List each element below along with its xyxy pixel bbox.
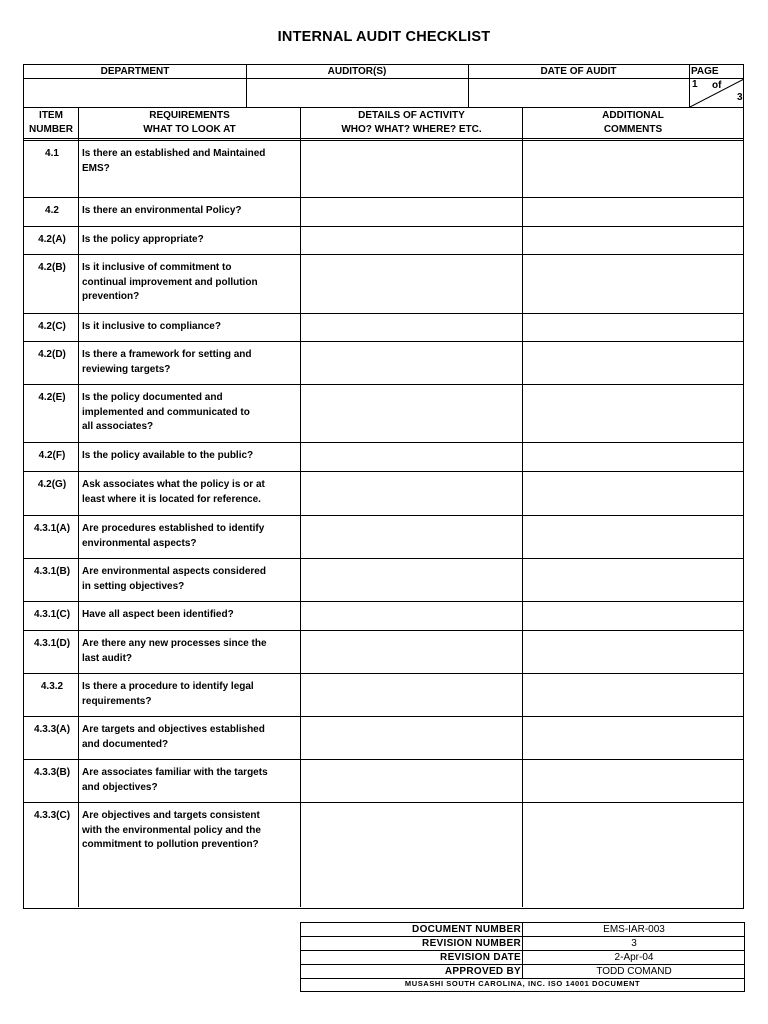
table-row bbox=[24, 314, 743, 342]
item-number: 4.2(D) bbox=[38, 349, 66, 360]
column-header-details-line2: WHO? WHAT? WHERE? ETC. bbox=[341, 124, 482, 135]
item-number: 4.2(E) bbox=[38, 392, 66, 403]
item-number: 4.3.3(C) bbox=[33, 810, 71, 821]
department-label: DEPARTMENT bbox=[100, 66, 170, 77]
item-number: 4.3.2 bbox=[40, 681, 64, 692]
comments-cell[interactable] bbox=[523, 141, 743, 197]
column-header-item-line2: NUMBER bbox=[29, 124, 73, 135]
details-cell[interactable] bbox=[301, 314, 522, 341]
column-header-details-line1: DETAILS OF ACTIVITY bbox=[358, 110, 465, 121]
comments-cell[interactable] bbox=[523, 631, 743, 673]
table-row bbox=[24, 443, 743, 472]
table-row bbox=[24, 559, 743, 602]
details-cell[interactable] bbox=[301, 516, 522, 558]
revision-number-value: 3 bbox=[631, 938, 637, 949]
item-number: 4.2(F) bbox=[38, 450, 66, 461]
date-of-audit-field[interactable] bbox=[469, 79, 689, 107]
column-header-details bbox=[301, 108, 522, 139]
audit-header bbox=[23, 64, 744, 108]
table-row bbox=[24, 717, 743, 760]
approved-by-value: TODD COMAND bbox=[596, 966, 672, 977]
details-cell[interactable] bbox=[301, 385, 522, 442]
table-row bbox=[24, 472, 743, 516]
details-cell[interactable] bbox=[301, 760, 522, 802]
details-cell[interactable] bbox=[301, 717, 522, 759]
comments-cell[interactable] bbox=[523, 760, 743, 802]
details-cell[interactable] bbox=[301, 342, 522, 384]
details-cell[interactable] bbox=[301, 559, 522, 601]
requirement-text: Is the policy appropriate? bbox=[82, 234, 204, 245]
page-total: 3 bbox=[737, 92, 743, 103]
table-row bbox=[24, 516, 743, 559]
comments-cell[interactable] bbox=[523, 674, 743, 716]
details-cell[interactable] bbox=[301, 602, 522, 630]
auditor-label: AUDITOR(S) bbox=[327, 66, 387, 77]
table-row bbox=[24, 631, 743, 674]
requirement-text: Have all aspect been identified? bbox=[82, 609, 234, 620]
doc-number-value: EMS-IAR-003 bbox=[603, 924, 665, 935]
table-row bbox=[24, 141, 743, 198]
table-row bbox=[24, 602, 743, 631]
requirement-text: Are procedures established to identify environmental aspects? bbox=[82, 523, 265, 549]
comments-cell[interactable] bbox=[523, 227, 743, 254]
page-label: PAGE bbox=[691, 66, 719, 77]
requirement-text: Are environmental aspects considered in setting objectives? bbox=[82, 566, 266, 592]
item-number: 4.3.3(B) bbox=[33, 767, 71, 778]
table-row bbox=[24, 760, 743, 803]
requirement-text: Is there an established and Maintained EMS? bbox=[82, 148, 266, 174]
details-cell[interactable] bbox=[301, 803, 522, 905]
table-row bbox=[24, 342, 743, 385]
item-number: 4.1 bbox=[45, 148, 59, 159]
requirement-text: Is the policy available to the public? bbox=[82, 450, 254, 461]
department-field[interactable] bbox=[24, 79, 246, 107]
checklist-table bbox=[23, 108, 744, 909]
requirement-text: Is the policy documented and implemented and communicated to all associates? bbox=[82, 392, 250, 432]
requirement-text: Are objectives and targets consistent with the environmental policy and the commitment to pollution prevention? bbox=[82, 810, 261, 850]
table-row bbox=[24, 803, 743, 906]
comments-cell[interactable] bbox=[523, 559, 743, 601]
comments-cell[interactable] bbox=[523, 385, 743, 442]
auditor-field[interactable] bbox=[247, 79, 468, 107]
table-row bbox=[24, 255, 743, 314]
requirement-text: Are targets and objectives established and documented? bbox=[82, 724, 265, 750]
table-row bbox=[24, 227, 743, 255]
revision-date-label: REVISION DATE bbox=[440, 952, 521, 963]
comments-cell[interactable] bbox=[523, 443, 743, 471]
column-header-requirements-line1: REQUIREMENTS bbox=[149, 110, 230, 121]
requirement-text: Is it inclusive of commitment to continual improvement and pollution prevention? bbox=[82, 262, 258, 302]
table-row bbox=[24, 385, 743, 443]
page-title: INTERNAL AUDIT CHECKLIST bbox=[277, 29, 491, 45]
page-of: of bbox=[712, 80, 722, 91]
requirement-text: Ask associates what the policy is or at least where it is located for reference. bbox=[82, 479, 265, 505]
revision-date-value: 2-Apr-04 bbox=[614, 952, 654, 963]
details-cell[interactable] bbox=[301, 443, 522, 471]
details-cell[interactable] bbox=[301, 198, 522, 226]
comments-cell[interactable] bbox=[523, 516, 743, 558]
item-number: 4.3.1(A) bbox=[33, 523, 71, 534]
item-number: 4.2(C) bbox=[38, 321, 66, 332]
requirement-text: Is there an environmental Policy? bbox=[82, 205, 242, 216]
table-row bbox=[24, 674, 743, 717]
approved-by-label: APPROVED BY bbox=[444, 966, 521, 977]
details-cell[interactable] bbox=[301, 255, 522, 313]
comments-cell[interactable] bbox=[523, 342, 743, 384]
page-current: 1 bbox=[692, 79, 698, 90]
doc-number-label: DOCUMENT NUMBER bbox=[412, 924, 521, 935]
date-of-audit-label: DATE OF AUDIT bbox=[540, 66, 617, 77]
column-header-item bbox=[24, 108, 78, 139]
column-header-item-line1: ITEM bbox=[39, 110, 63, 121]
item-number: 4.2(G) bbox=[37, 479, 67, 490]
column-header-comments bbox=[523, 108, 743, 139]
document-footer: MUSASHI SOUTH CAROLINA, INC. ISO 14001 DOCUMENT bbox=[404, 979, 641, 988]
details-cell[interactable] bbox=[301, 141, 522, 197]
document-control-block bbox=[300, 922, 745, 992]
doc-number-row bbox=[301, 923, 744, 937]
requirement-text: Is there a procedure to identify legal requirements? bbox=[82, 681, 254, 707]
revision-number-row bbox=[301, 937, 744, 951]
revision-date-row bbox=[301, 951, 744, 965]
approved-by-row bbox=[301, 965, 744, 979]
column-header-requirements-line2: WHAT TO LOOK AT bbox=[143, 124, 236, 135]
item-number: 4.2(A) bbox=[38, 234, 66, 245]
details-cell[interactable] bbox=[301, 472, 522, 515]
column-header-comments-line1: ADDITIONAL bbox=[602, 110, 664, 121]
comments-cell[interactable] bbox=[523, 472, 743, 515]
item-number: 4.2 bbox=[45, 205, 59, 216]
comments-cell[interactable] bbox=[523, 198, 743, 226]
details-cell[interactable] bbox=[301, 631, 522, 673]
requirement-text: Is it inclusive to compliance? bbox=[82, 321, 221, 332]
requirement-text: Are associates familiar with the targets and objectives? bbox=[82, 767, 268, 793]
item-number: 4.3.1(C) bbox=[33, 609, 71, 620]
table-row bbox=[24, 198, 743, 227]
comments-cell[interactable] bbox=[523, 717, 743, 759]
item-number: 4.3.1(B) bbox=[33, 566, 71, 577]
details-cell[interactable] bbox=[301, 674, 522, 716]
column-header-requirements bbox=[79, 108, 300, 139]
details-cell[interactable] bbox=[301, 227, 522, 254]
requirement-text: Is there a framework for setting and reviewing targets? bbox=[82, 349, 252, 375]
item-number: 4.3.1(D) bbox=[33, 638, 71, 649]
comments-cell[interactable] bbox=[523, 314, 743, 341]
column-header-comments-line2: COMMENTS bbox=[603, 124, 663, 135]
item-number: 4.3.3(A) bbox=[33, 724, 71, 735]
revision-number-label: REVISION NUMBER bbox=[422, 938, 521, 949]
comments-cell[interactable] bbox=[523, 803, 743, 905]
comments-cell[interactable] bbox=[523, 255, 743, 313]
requirement-text: Are there any new processes since the last audit? bbox=[82, 638, 267, 664]
comments-cell[interactable] bbox=[523, 602, 743, 630]
item-number: 4.2(B) bbox=[38, 262, 66, 273]
